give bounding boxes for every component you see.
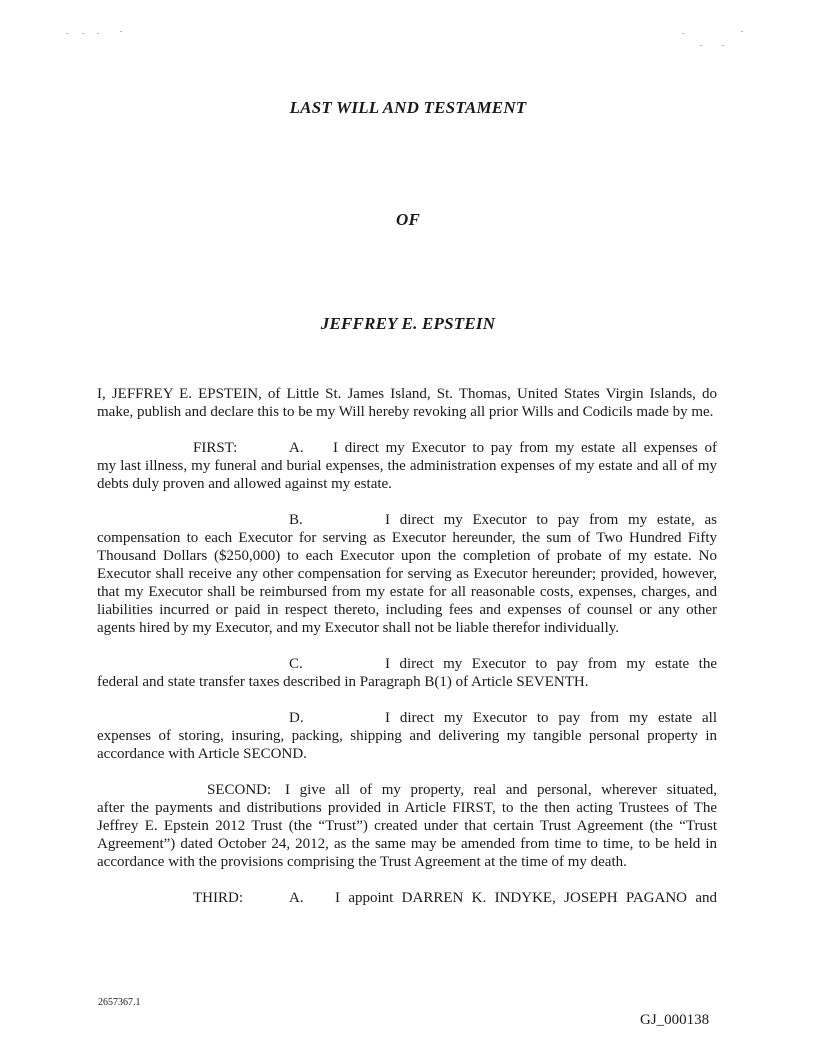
article-first-a-start: I direct my Executor to pay from my estate all expenses of — [333, 440, 717, 456]
article-first-a-label: A. — [289, 440, 304, 456]
article-first-c-label: C. — [289, 656, 303, 672]
article-first-c-start: I direct my Executor to pay from my estate the — [385, 656, 717, 672]
scan-speck — [97, 33, 99, 34]
article-first-b-start: I direct my Executor to pay from my estate, as — [385, 512, 717, 528]
article-first-d-rest: expenses of storing, insuring, packing, shipping and delivering my tangible personal property in accordance with Article SECOND. — [97, 728, 717, 762]
document-of: OF — [395, 210, 421, 229]
article-first-a — [97, 439, 717, 493]
article-third-a-label: A. — [289, 890, 304, 906]
article-first-b-label: B. — [289, 512, 303, 528]
article-first-d-start: I direct my Executor to pay from my estate all — [385, 710, 717, 726]
article-third-a — [97, 889, 717, 907]
scan-speck — [66, 33, 68, 34]
article-first-b — [97, 511, 717, 637]
article-first-c — [97, 655, 717, 691]
article-second-start: I give all of my property, real and personal, wherever situated, — [285, 782, 717, 798]
testator-name: JEFFREY E. EPSTEIN — [320, 314, 496, 333]
article-first-label: FIRST: — [193, 440, 238, 456]
article-first-c-rest: federal and state transfer taxes described in Paragraph B(1) of Article SEVENTH. — [97, 674, 589, 690]
will-body — [97, 385, 717, 907]
scan-speck — [722, 45, 724, 46]
scan-speck — [82, 33, 84, 34]
scan-speck — [682, 33, 684, 34]
document-number: 2657367.1 — [98, 997, 141, 1008]
article-first-a-rest: my last illness, my funeral and burial expenses, the administration expenses of my estate and all of my debts duly proven and allowed against my estate. — [97, 458, 717, 492]
scan-speck — [741, 31, 743, 32]
article-first-d — [97, 709, 717, 763]
article-third-label: THIRD: — [193, 890, 243, 906]
article-second-label: SECOND: — [207, 782, 272, 798]
article-second-rest: after the payments and distributions provided in Article FIRST, to the then acting Trustees of The Jeffrey E. Epstein 2012 Trust (the “Trust”) created under that certain Trust Agreement (the “Trust Agreement”) dated October 24, 2012, as the same may be amended from time to time, to be held in accordance with the provisions comprising the Trust Agreement at the time of my death. — [97, 800, 717, 870]
scan-speck — [120, 31, 122, 32]
article-second — [97, 781, 717, 871]
intro-paragraph: I, JEFFREY E. EPSTEIN, of Little St. James Island, St. Thomas, United States Virgin Islands, do make, publish and declare this to be my Will hereby revoking all prior Wills and Codicils made by me. — [97, 386, 717, 420]
bates-number: GJ_000138 — [640, 1012, 710, 1028]
scan-speck — [700, 45, 702, 46]
article-first-b-rest: compensation to each Executor for serving as Executor hereunder, the sum of Two Hundred Fifty Thousand Dollars ($250,000) to each Executor upon the completion of probate of my estate. No Executor shall receive any other compensation for serving as Executor hereunder; provided, however, that my Executor shall be reimbursed from my estate for all reasonable costs, expenses, charges, and liabilities incurred or paid in respect thereto, including fees and expenses of counsel or any other agents hired by my Executor, and my Executor shall not be liable therefor individually. — [97, 530, 717, 636]
article-first-d-label: D. — [289, 710, 304, 726]
article-third-a-start: I appoint DARREN K. INDYKE, JOSEPH PAGANO and — [335, 890, 717, 906]
document-title: LAST WILL AND TESTAMENT — [289, 98, 527, 117]
